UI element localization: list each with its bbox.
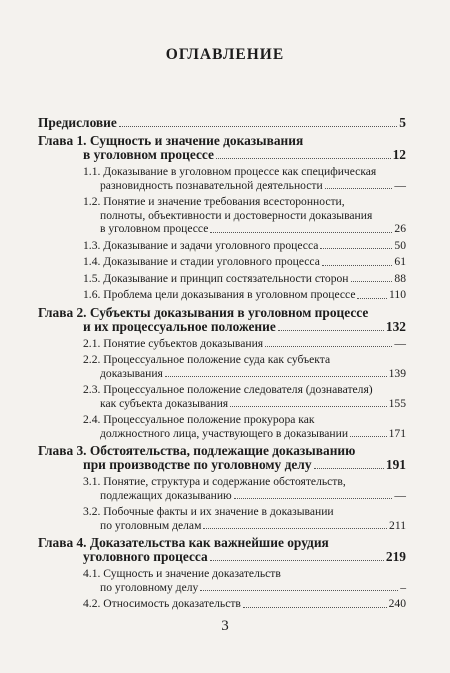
toc-section <box>38 195 406 236</box>
toc-section-title-line: должностного лица, участвующего в доказывании <box>100 426 349 440</box>
toc-section-title-line: по уголовным делам <box>100 518 202 532</box>
toc-section-title-line: по уголовному делу <box>100 580 199 594</box>
toc-chapter-title-line: при производстве по уголовному делу <box>83 457 312 472</box>
toc-section-title-line: 3.1. Понятие, структура и содержание обстоятельств, <box>83 475 346 488</box>
toc-section <box>38 337 406 351</box>
toc-chapter-title-line: Глава 2. Субъекты доказывания в уголовном процессе <box>38 304 369 320</box>
table-of-contents <box>38 112 406 614</box>
toc-chapter-page: 132 <box>385 318 406 334</box>
toc-section <box>38 597 406 611</box>
toc-section-title-line: 1.4. Доказывание и стадии уголовного процесса <box>83 255 320 268</box>
toc-chapter <box>38 536 406 564</box>
toc-section-title-line: 3.2. Побочные факты и их значение в доказывании <box>83 505 334 518</box>
toc-section-page: — <box>394 178 406 192</box>
toc-chapter-page: 219 <box>385 549 406 564</box>
toc-section-title-line: доказывания <box>100 366 163 380</box>
toc-chapter-title-line: Глава 3. Обстоятельства, подлежащие доказыванию <box>38 443 356 458</box>
toc-section-title-line: 2.4. Процессуальное положение прокурора как <box>83 413 315 426</box>
toc-section-title-line: полноты, объективности и достоверности доказывания <box>100 208 373 222</box>
toc-section <box>38 239 406 253</box>
toc-section-title-line: 2.2. Процессуальное положение суда как субъекта <box>83 353 331 366</box>
toc-section-page: 50 <box>394 238 406 252</box>
toc-chapter-title-line: в уголовном процессе <box>83 147 214 162</box>
toc-section-title-line: 2.1. Понятие субъектов доказывания <box>83 336 264 350</box>
toc-section <box>38 165 406 192</box>
toc-section <box>38 475 406 502</box>
page-title: ОГЛАВЛЕНИЕ <box>165 46 285 63</box>
toc-section-page: 171 <box>388 426 406 440</box>
toc-section-title-line: разновидность познавательной деятельности <box>100 178 323 192</box>
toc-section-title-line: 4.2. Относимость доказательств <box>83 597 241 610</box>
toc-section <box>38 413 406 440</box>
toc-chapter-title-line: Глава 1. Сущность и значение доказывания <box>38 133 304 148</box>
toc-section <box>38 272 406 286</box>
toc-preface-page: 5 <box>399 115 406 130</box>
toc-preface-title: Предисловие <box>38 115 117 130</box>
toc-section-title-line: 1.5. Доказывание и принцип состязательности сторон <box>83 271 349 285</box>
toc-chapter-page: 12 <box>392 147 406 162</box>
toc-section-page: — <box>394 488 406 502</box>
toc-section-page: 26 <box>394 222 406 235</box>
toc-section <box>38 353 406 380</box>
toc-section-page: 211 <box>389 518 406 532</box>
toc-section <box>38 505 406 532</box>
toc-chapter-title-line: и их процессуальное положение <box>83 318 276 334</box>
toc-section-title-line: 4.1. Сущность и значение доказательств <box>83 567 281 580</box>
toc-section <box>38 567 406 594</box>
toc-preface <box>38 116 406 130</box>
toc-chapter-title-line: уголовного процесса <box>83 549 208 564</box>
toc-section-page: – <box>400 580 406 594</box>
toc-section-title-line: 1.2. Понятие и значение требования всесторонности, <box>83 195 345 208</box>
toc-section-title-line: 1.3. Доказывание и задачи уголовного процесса <box>83 238 319 252</box>
toc-section-title-line: 1.6. Проблема цели доказывания в уголовном процессе <box>83 288 356 301</box>
toc-section-page: 88 <box>394 271 406 285</box>
toc-section-page: — <box>394 336 406 350</box>
toc-section <box>38 383 406 410</box>
toc-section-page: 240 <box>388 597 406 610</box>
toc-section <box>38 255 406 269</box>
toc-section-title-line: 2.3. Процессуальное положение следователя (дознавателя) <box>83 383 373 396</box>
toc-section-page: 110 <box>389 288 406 301</box>
toc-section-title-line: 1.1. Доказывание в уголовном процессе как специфическая <box>83 165 377 178</box>
toc-chapter-page: 191 <box>385 457 406 472</box>
toc-section <box>38 288 406 302</box>
toc-chapter <box>38 444 406 472</box>
toc-chapter <box>38 134 406 162</box>
toc-section-page: 155 <box>388 396 406 410</box>
toc-section-page: 61 <box>394 255 406 268</box>
toc-section-title-line: в уголовном процессе <box>100 222 209 235</box>
toc-section-title-line: как субъекта доказывания <box>100 396 229 410</box>
toc-chapter-title-line: Глава 4. Доказательства как важнейшие орудия <box>38 535 329 550</box>
toc-section-title-line: подлежащих доказыванию <box>100 488 232 502</box>
toc-chapter <box>38 306 406 334</box>
page-number: 3 <box>221 618 229 634</box>
toc-section-page: 139 <box>388 366 406 380</box>
